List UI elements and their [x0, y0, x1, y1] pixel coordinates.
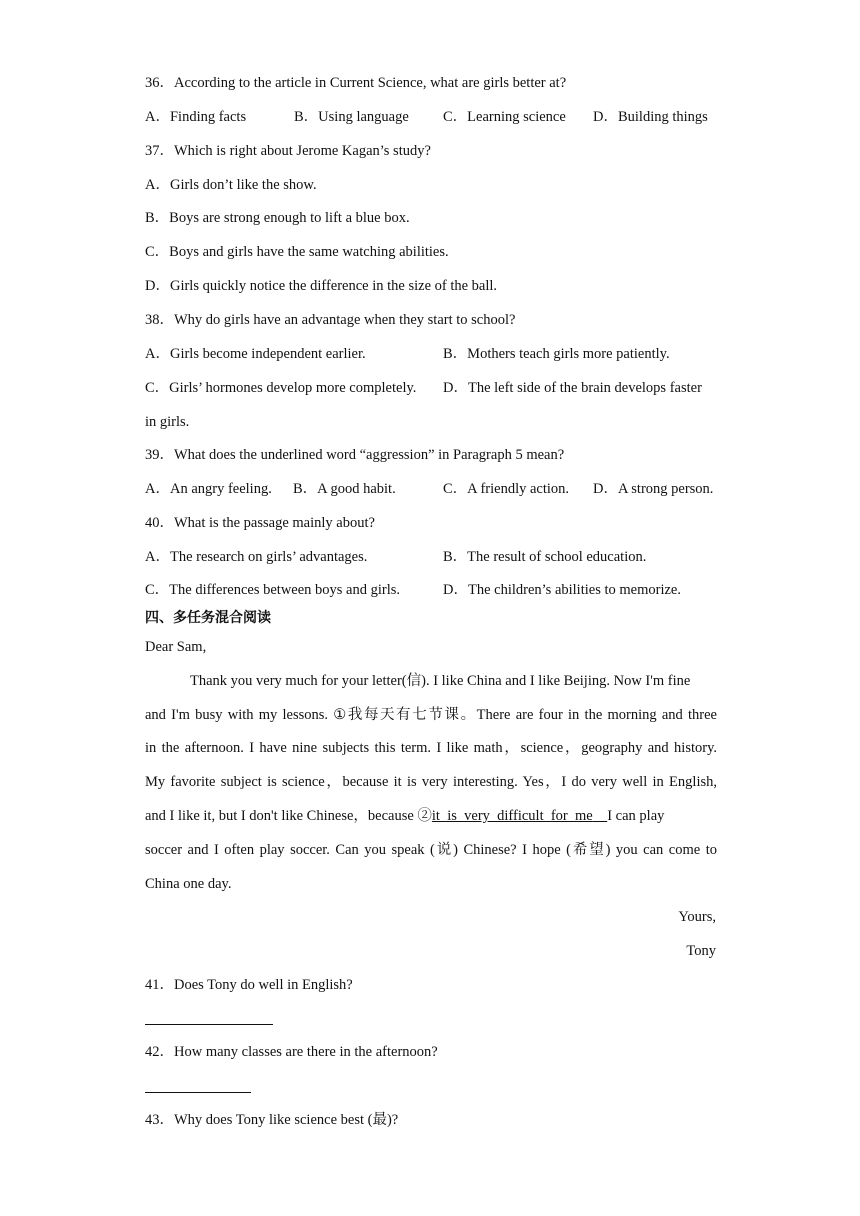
option-a: A．Finding facts	[145, 109, 247, 125]
option-d: D．Building things	[593, 109, 708, 125]
answer-blank-42[interactable]	[145, 1092, 251, 1093]
option-a: A．The research on girls’ advantages.	[145, 549, 368, 565]
option-d: D．The left side of the brain develops faster	[443, 380, 702, 396]
option-d: D．The children’s abilities to memorize.	[443, 582, 681, 598]
option-c: C．Girls’ hormones develop more completely.	[145, 380, 417, 396]
question-40: 40．What is the passage mainly about?	[145, 515, 375, 531]
underlined-phrase: it is very difficult for me	[431, 808, 593, 824]
letter-line: Thank you very much for your letter(信). I like China and I like Beijing. Now I'm fine	[190, 673, 691, 689]
option-b: B．Mothers teach girls more patiently.	[443, 346, 670, 362]
letter-line	[145, 806, 664, 826]
answer-blank-41[interactable]	[145, 1024, 273, 1025]
letter-closing: Yours,	[678, 909, 716, 925]
underline-gap	[593, 808, 608, 824]
option-b: B．The result of school education.	[443, 549, 647, 565]
option-c: C．A friendly action.	[443, 481, 570, 497]
question-43: 43．Why does Tony like science best (最)?	[145, 1112, 399, 1128]
option-c: C．Learning science	[443, 109, 566, 125]
letter-text: I can play	[607, 808, 665, 824]
letter-line: soccer and I often play soccer. Can you speak (说) Chinese? I hope (希望) you can come to	[145, 842, 717, 858]
option-b: B．A good habit.	[293, 481, 396, 497]
question-41: 41．Does Tony do well in English?	[145, 977, 353, 993]
option-a: A．Girls become independent earlier.	[145, 346, 366, 362]
option-c: C．The differences between boys and girls.	[145, 582, 401, 598]
option-d-continued: in girls.	[145, 414, 190, 430]
question-36: 36．According to the article in Current Science, what are girls better at?	[145, 75, 567, 91]
option-a: A．An angry feeling.	[145, 481, 272, 497]
letter-line: and I'm busy with my lessons. ①我每天有七节课。There are four in the morning and three	[145, 707, 717, 723]
letter-line: China one day.	[145, 876, 232, 892]
option-d: D．Girls quickly notice the difference in the size of the ball.	[145, 278, 498, 294]
option-b: B．Boys are strong enough to lift a blue box.	[145, 210, 410, 226]
question-38: 38．Why do girls have an advantage when they start to school?	[145, 312, 516, 328]
section-title: 四、多任务混合阅读	[145, 610, 271, 626]
question-42: 42．How many classes are there in the afternoon?	[145, 1044, 438, 1060]
letter-signature: Tony	[686, 943, 716, 959]
option-d: D．A strong person.	[593, 481, 714, 497]
letter-greeting: Dear Sam,	[145, 639, 207, 655]
option-c: C．Boys and girls have the same watching abilities.	[145, 244, 449, 260]
letter-line: My favorite subject is science，because it is very interesting. Yes，I do very well in English,	[145, 774, 717, 790]
question-37: 37．Which is right about Jerome Kagan’s study?	[145, 143, 431, 159]
letter-text: and I like it, but I don't like Chinese，because ②	[145, 808, 432, 824]
option-a: A．Girls don’t like the show.	[145, 177, 317, 193]
question-39: 39．What does the underlined word “aggression” in Paragraph 5 mean?	[145, 447, 565, 463]
option-b: B．Using language	[294, 109, 409, 125]
letter-line: in the afternoon. I have nine subjects this term. I like math，science，geography and history.	[145, 740, 717, 756]
